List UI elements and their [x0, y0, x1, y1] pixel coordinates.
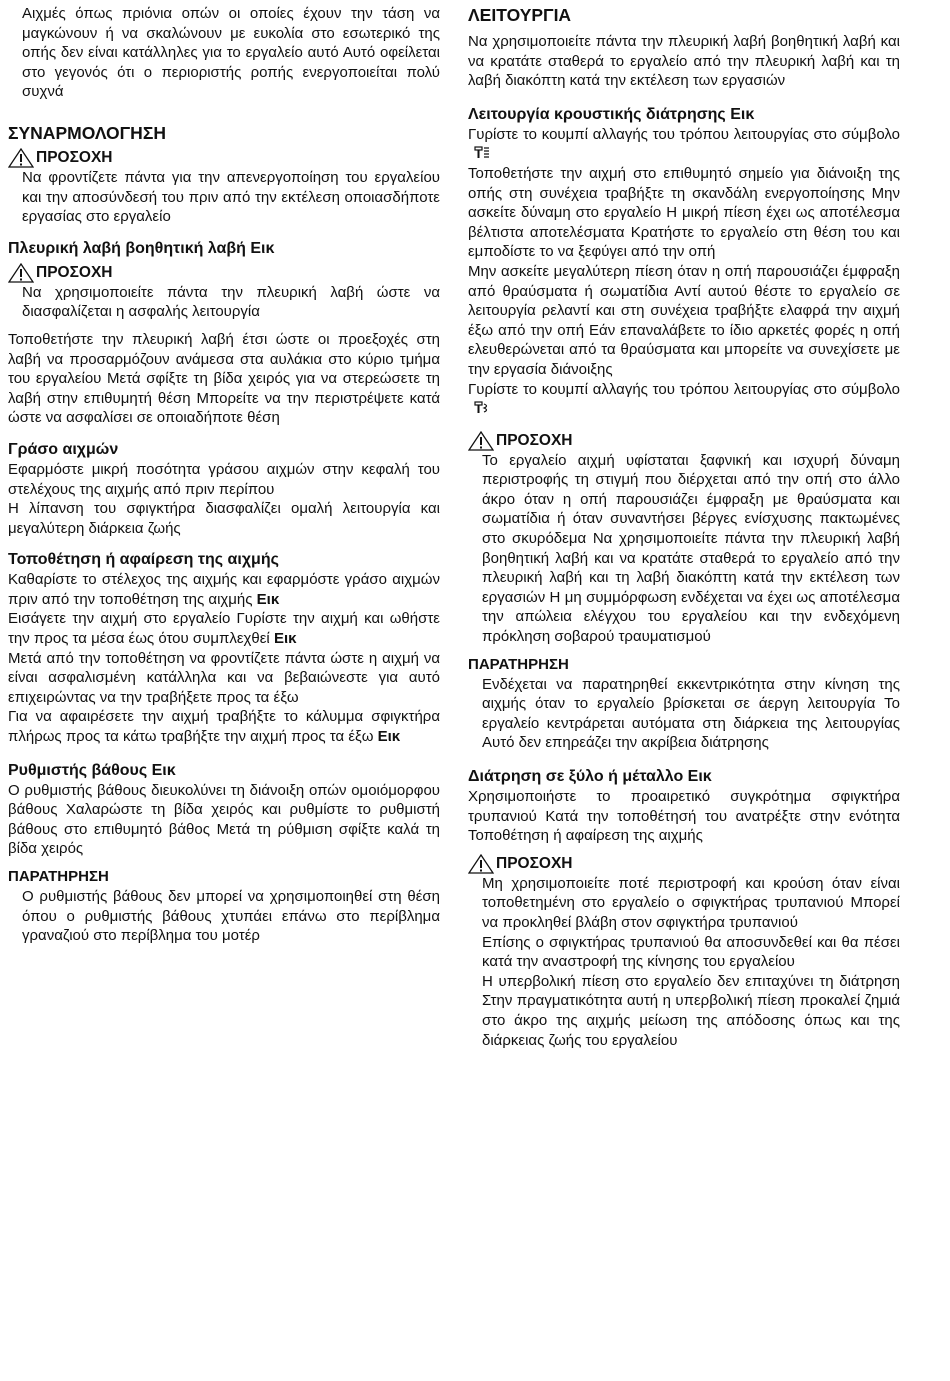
warning-text-4b: Επίσης ο σφιγκτήρας τρυπανιού θα αποσυνδεθεί και θα πέσει κατά την αναστροφή της κίνησης του εργαλείου	[482, 933, 900, 971]
intro-paragraph: Αιχμές όπως πριόνια οπών οι οποίες έχουν την τάση να μαγκώνουν ή να σκαλώνουν με ευκολία στο εσωτερικό της οπής δεν είναι κατάλληλες για το εργαλείο αυτό Αυτό οφείλεται στο γεγονός ότι ο περιοριστής ροπής ενεργοποιείται πολύ συχνά	[22, 5, 440, 101]
note-text-2: Ενδέχεται να παρατηρηθεί εκκεντρικότητα στην κίνηση της αιχμής όταν το εργαλείο βρίσκεται σε άεργη λειτουργία Το εργαλείο κεντράρεται αυτόματα στη διάρκεια της λειτουργίας Αυτό δεν επηρεάζει την ακρίβεια διάτρησης	[482, 675, 900, 752]
figure-ref: Εικ	[256, 590, 280, 608]
side-handle-paragraph: Τοποθετήστε την πλευρική λαβή έτσι ώστε οι προεξοχές στη λαβή να προσαρμόζουν ανάμεσα στα αυλάκια στο κύριο τμήμα του εργαλείου Μετά σφίξτε τη βίδα χειρός για να στερεώσετε τη λαβή στην επιθυμητή θέση Μπορείτε να την περιστρέψετε κατά ώστε να ασφαλίσει σε οποιαδήποτε θέση	[8, 330, 440, 427]
warning-text-1: Να φροντίζετε πάντα για την απενεργοποίηση του εργαλείου και την αποσύνδεσή του πριν από την εκτέλεση οποιασδήποτε εργασίας στο εργαλείο	[22, 168, 440, 226]
figure-ref: Εικ	[273, 630, 297, 648]
hammer-paragraph-1: Γυρίστε το κουμπί αλλαγής του τρόπου λειτουργίας στο σύμβολο	[468, 125, 900, 164]
right-column	[468, 4, 900, 1050]
note-label-1: ΠΑΡΑΤΗΡΗΣΗ	[8, 868, 109, 885]
figure-ref: Εικ	[377, 728, 401, 746]
drill-paragraph: Χρησιμοποιήστε το προαιρετικό συγκρότημα σφιγκτήρα τρυπανιού Κατά την τοποθέτησή του ανατρέξτε στην ενότητα Τοποθέτηση ή αφαίρεση της αιχμής	[468, 788, 900, 845]
warning-text-3: Το εργαλείο αιχμή υφίσταται ξαφνική και ισχυρή δύναμη περιστροφής τη στιγμή που διέρχεται από την οπή στο άλλο άκρο όταν η οπή παρουσιάζει έμφραξη με θραύσματα και σωματίδια ή όταν συναντήσει βέργες ενίσχυσης πακτωμένες στο σκυρόδεμα Να χρησιμοποιείτε πάντα την πλευρική λαβή βοηθητική λαβή και να κρατάτε σταθερά το εργαλείο από την πλευρική λαβή και τη λαβή διακόπτη κατά την εκτέλεση των εργασιών Η μη συμμόρφωση ενδέχεται να έχει ως αποτέλεσμα την απώλεια ελέγχου του εργαλείου και την ενδεχόμενη πρόκληση σοβαρού τραυματισμού	[482, 451, 900, 646]
hammer-paragraph-3: Μην ασκείτε μεγαλύτερη πίεση όταν η οπή παρουσιάζει έμφραξη από θραύσματα ή σωματίδια Αντί αυτού θέστε το εργαλείο σε λειτουργία ρελαντί και στη συνέχεια τραβήξτε ελαφρά την αιχμή έξω από την οπή Εάν επαναλάβετε το ίδιο αρκετές φορές η οπή ελευθερώνεται από τα θραύσματα και μπορείτε να συνεχίσετε με την εργασία διάνοιξης	[468, 262, 900, 378]
grease-paragraph-1: Εφαρμόστε μικρή ποσότητα γράσου αιχμών στην κεφαλή του στελέχους της αιχμής από πριν περίπου	[8, 460, 440, 498]
warning-text-4a: Μη χρησιμοποιείτε ποτέ περιστροφή και κρούση όταν είναι τοποθετημένη στο εργαλείο ο σφιγκτήρας τρυπανιού Μπορεί να προκληθεί βλάβη στον σφιγκτήρα τρυπανιού	[482, 874, 900, 931]
warning-triangle-icon	[468, 431, 494, 451]
install-paragraph-4: Για να αφαιρέσετε την αιχμή τραβήξτε το κάλυμμα σφιγκτήρα πλήρως προς τα κάτω τραβήξτε την αιχμή προς τα έξω Εικ	[8, 708, 440, 746]
warning-triangle-icon	[8, 263, 34, 283]
note-text-1: Ο ρυθμιστής βάθους δεν μπορεί να χρησιμοποιηθεί στη θέση όπου ο ρυθμιστής βάθους χτυπάει επάνω στο περίβλημα γραναζιού στο περίβλημα του μοτέρ	[22, 888, 440, 945]
install-heading: Τοποθέτηση ή αφαίρεση της αιχμής	[8, 551, 279, 569]
side-handle-heading: Πλευρική λαβή βοηθητική λαβή Εικ	[8, 239, 275, 257]
assembly-heading: ΣΥΝΑΡΜΟΛΟΓΗΣΗ	[8, 122, 166, 143]
warning-triangle-icon	[468, 854, 494, 874]
hammer-drill-mode-icon	[474, 146, 490, 160]
warning-text-4c: Η υπερβολική πίεση στο εργαλείο δεν επιταχύνει τη διάτρηση Στην πραγματικότητα αυτή η υπερβολική πίεση προκαλεί ζημιά στο άκρο της αιχμής μείωση της απόδοσης όπως και της διάρκειας ζωής του εργαλείου	[482, 972, 900, 1049]
operation-paragraph: Να χρησιμοποιείτε πάντα την πλευρική λαβή βοηθητική λαβή και να κρατάτε σταθερά το εργαλείο από την πλευρική λαβή και τη λαβή διακόπτη κατά την εκτέλεση των εργασιών	[468, 33, 900, 90]
install-paragraph-1: Καθαρίστε το στέλεχος της αιχμής και εφαρμόστε γράσο αιχμών πριν από την τοποθέτηση της αιχμής Εικ	[8, 571, 440, 608]
warning-label-2	[8, 263, 440, 283]
warning-label-text: ΠΡΟΣΟΧΗ	[496, 431, 573, 449]
operation-heading: ΛΕΙΤΟΥΡΓΙΑ	[468, 5, 572, 25]
grease-heading: Γράσο αιχμών	[8, 440, 119, 458]
depth-gauge-heading: Ρυθμιστής βάθους Εικ	[8, 761, 176, 779]
hammer-paragraph-4: Γυρίστε το κουμπί αλλαγής του τρόπου λειτουργίας στο σύμβολο	[468, 380, 900, 419]
left-column	[8, 4, 440, 946]
warning-label-text: ΠΡΟΣΟΧΗ	[496, 854, 573, 872]
warning-label-text: ΠΡΟΣΟΧΗ	[36, 148, 113, 166]
grease-paragraph-2: Η λίπανση του σφιγκτήρα διασφαλίζει ομαλή λειτουργία και μεγαλύτερη διάρκεια ζωής	[8, 500, 440, 537]
install-paragraph-2: Εισάγετε την αιχμή στο εργαλείο Γυρίστε την αιχμή και ωθήστε την προς τα μέσα έως ότου συμπλεχθεί Εικ	[8, 610, 440, 648]
warning-text-2: Να χρησιμοποιείτε πάντα την πλευρική λαβή ώστε να διασφαλίζεται η ασφαλής λειτουργία	[22, 283, 440, 321]
warning-label-text: ΠΡΟΣΟΧΗ	[36, 263, 113, 281]
wood-metal-drilling-heading: Διάτρηση σε ξύλο ή μέταλλο Εικ	[468, 768, 712, 785]
hammer-paragraph-2: Τοποθετήστε την αιχμή στο επιθυμητό σημείο για διάνοιξη της οπής στη συνέχεια τραβήξτε τη σκανδάλη ενεργοποίησης Μην ασκείτε δύναμη στο εργαλείο Η μικρή πίεση έχει ως αποτέλεσμα βέλτιστα αποτελέσματα Κρατήστε το εργαλείο στη θέση του και εμποδίστε το να ξεφύγει από την οπή	[468, 164, 900, 261]
install-paragraph-3: Μετά από την τοποθέτηση να φροντίζετε πάντα ώστε η αιχμή να είναι ασφαλισμένη κατάλληλα και να βεβαιώνεστε για αυτό επιχειρώντας να την τραβήξετε προς τα έξω	[8, 649, 440, 706]
warning-triangle-icon	[8, 148, 34, 168]
warning-label-4	[468, 854, 900, 874]
note-label-2: ΠΑΡΑΤΗΡΗΣΗ	[468, 655, 569, 673]
depth-gauge-paragraph: Ο ρυθμιστής βάθους διευκολύνει τη διάνοιξη οπών ομοιόμορφου βάθους Χαλαρώστε τη βίδα χειρός και ρυθμίστε το ρυθμιστή βάθους στο επιθυμητό βάθος Μετά τη ρύθμιση σφίξτε καλά τη βίδα χειρός	[8, 781, 440, 858]
warning-label-1	[8, 148, 440, 168]
warning-label-3	[468, 431, 900, 451]
rotation-only-mode-icon	[474, 401, 490, 415]
hammer-drilling-heading: Λειτουργία κρουστικής διάτρησης Εικ	[468, 105, 755, 123]
